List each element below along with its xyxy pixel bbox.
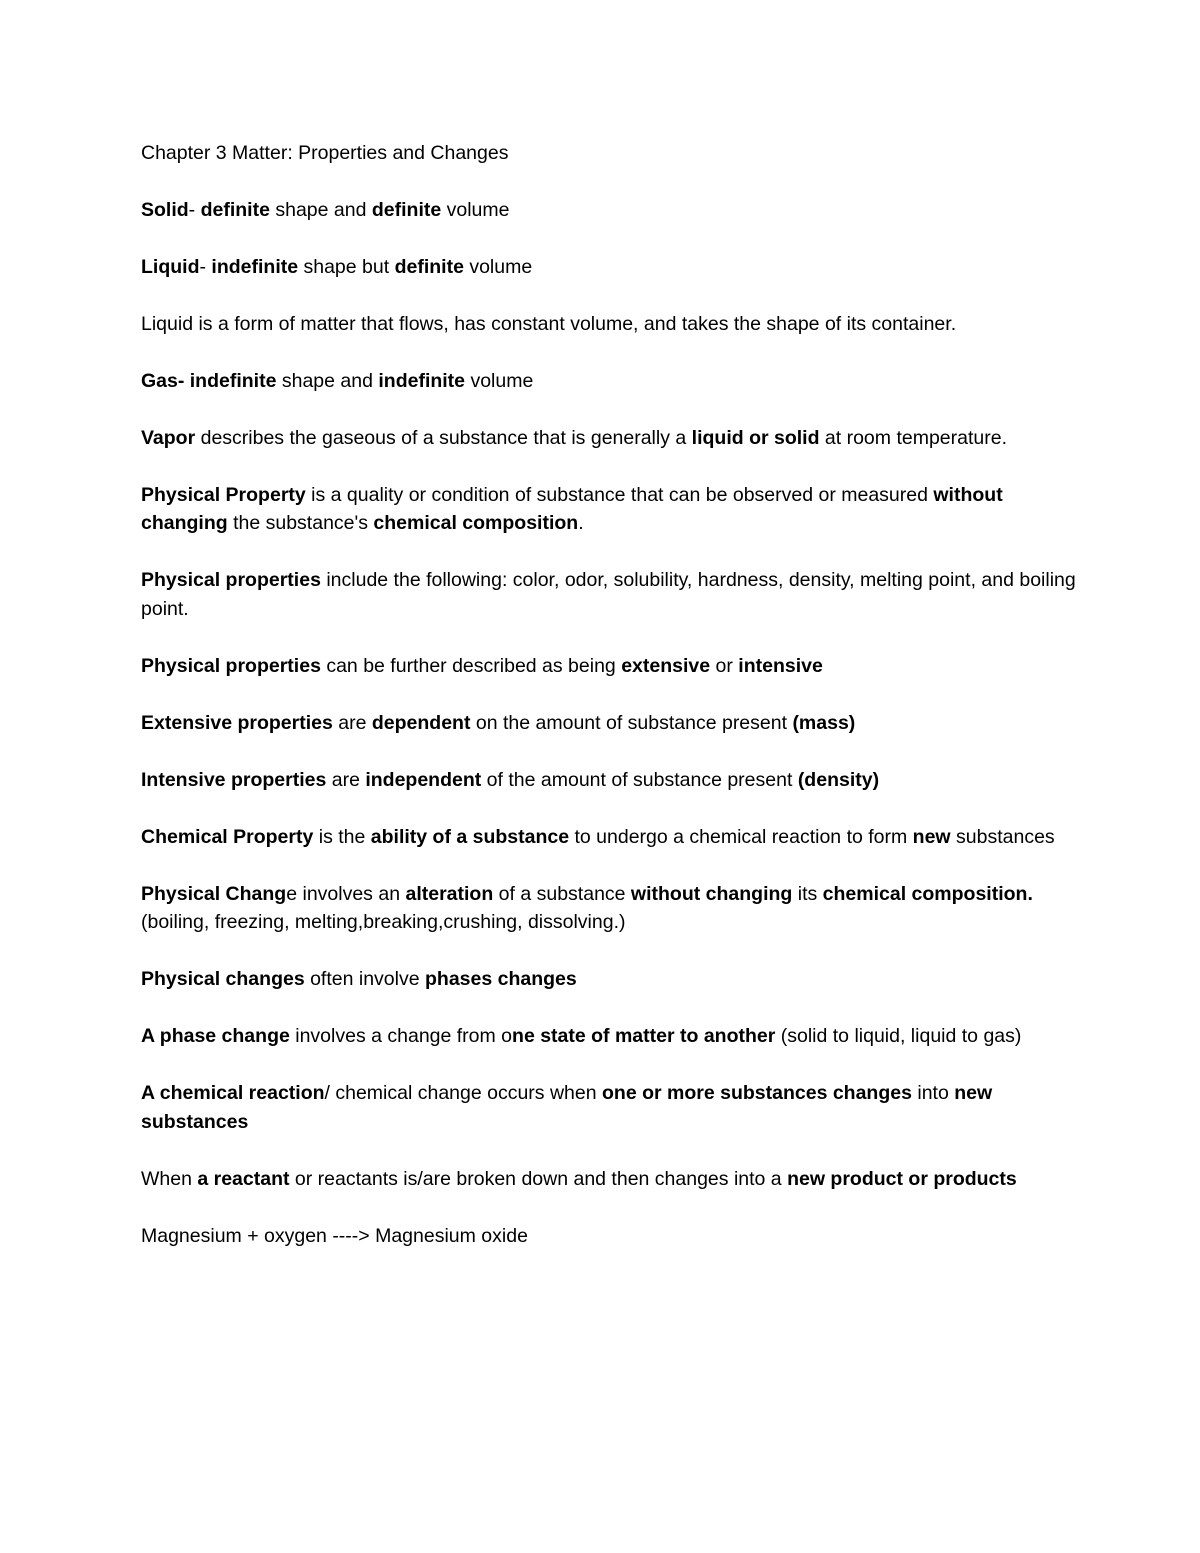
text-run: involves a change from o [289, 1025, 513, 1047]
bold-text-run: definite [394, 255, 464, 278]
paragraph [141, 652, 1081, 681]
text-run: its [792, 882, 823, 905]
text-run: shape but [298, 255, 395, 278]
bold-text-run: new substances [141, 1082, 993, 1133]
bold-text-run: new [912, 825, 951, 848]
text-run: (boiling, freezing, melting,breaking,crushing, dissolving.) [141, 911, 626, 933]
text-run: describes the gaseous of a substance that is generally a [195, 426, 692, 449]
bold-text-run: indefinite [378, 369, 466, 392]
text-run: e involves an [286, 882, 406, 905]
bold-text-run: phases changes [425, 968, 577, 990]
text-run: or [710, 654, 739, 677]
bold-text-run: Physical Property [141, 483, 306, 506]
text-run: or reactants is/are broken down and then changes into a [289, 1167, 788, 1190]
text-run: - [199, 255, 212, 278]
bold-text-run: A chemical reaction [141, 1082, 325, 1104]
paragraph [141, 880, 1081, 937]
bold-text-run: without changing [141, 483, 1003, 534]
bold-text-run: intensive [738, 654, 823, 677]
bold-text-run: Physical changes [141, 968, 305, 990]
bold-text-run: a reactant [197, 1167, 290, 1190]
bold-text-run: Extensive properties [141, 711, 333, 734]
text-run: on the amount of substance present [470, 711, 793, 734]
bold-text-run: indefinite [211, 255, 299, 278]
paragraph [141, 965, 1081, 994]
text-run: shape and [269, 198, 372, 221]
paragraph [141, 424, 1081, 453]
bold-text-run: independent [365, 768, 482, 791]
bold-text-run: Solid [141, 198, 189, 221]
text-run: Magnesium + oxygen ----> Magnesium oxide [141, 1224, 528, 1247]
bold-text-run: Physical properties [141, 569, 321, 591]
bold-text-run: ability of a substance [370, 825, 570, 848]
document-body [141, 196, 1081, 1251]
paragraph [141, 1022, 1081, 1051]
text-run: are [326, 768, 366, 791]
bold-text-run: (mass) [792, 711, 856, 734]
paragraph [141, 766, 1081, 795]
bold-text-run: A phase change [141, 1025, 290, 1047]
bold-text-run: liquid or solid [691, 426, 820, 449]
text-run: . [578, 512, 584, 534]
bold-text-run: definite [200, 198, 270, 221]
text-run: at room temperature. [819, 426, 1007, 449]
paragraph [141, 253, 1081, 282]
text-run: into [911, 1082, 955, 1104]
text-run: can be further described as being [320, 654, 622, 677]
text-run: the substance's [227, 512, 374, 534]
text-run: is the [313, 825, 371, 848]
text-run: shape and [276, 369, 379, 392]
paragraph [141, 1222, 1081, 1251]
bold-text-run: definite [371, 198, 442, 221]
bold-text-run: ne state of matter to another [512, 1025, 776, 1047]
bold-text-run: extensive [621, 654, 711, 677]
text-run: volume [441, 198, 510, 221]
paragraph [141, 709, 1081, 738]
text-run: are [332, 711, 372, 734]
text-run: is a quality or condition of substance that can be observed or measured [305, 483, 934, 506]
text-run: of a substance [493, 882, 631, 905]
text-run: (solid to liquid, liquid to gas) [775, 1025, 1022, 1047]
paragraph [141, 196, 1081, 225]
bold-text-run: Physical Chang [141, 882, 287, 905]
bold-text-run: without changing [630, 882, 793, 905]
text-run: Liquid is a form of matter that flows, has constant volume, and takes the shape of its container. [141, 312, 957, 335]
bold-text-run: Liquid [141, 255, 200, 278]
text-run: volume [463, 255, 533, 278]
text-run: volume [465, 369, 534, 392]
document-page [141, 139, 1081, 1279]
text-run: of the amount of substance present [481, 768, 798, 791]
paragraph [141, 1079, 1081, 1136]
bold-text-run: Gas- indefinite [141, 369, 277, 392]
paragraph [141, 481, 1081, 538]
text-run: When [141, 1167, 198, 1190]
bold-text-run: Vapor [141, 426, 196, 449]
bold-text-run: Intensive properties [141, 768, 327, 791]
paragraph [141, 367, 1081, 396]
text-run: - [188, 198, 201, 221]
bold-text-run: Chemical Property [141, 825, 314, 848]
bold-text-run: dependent [371, 711, 471, 734]
paragraph [141, 823, 1081, 852]
bold-text-run: chemical composition [373, 512, 579, 534]
paragraph [141, 1165, 1081, 1194]
bold-text-run: (density) [797, 768, 880, 791]
text-run: often involve [304, 968, 425, 990]
bold-text-run: new product or products [787, 1167, 1017, 1190]
text-run: include the following: color, odor, solubility, hardness, density, melting point, and boiling point. [141, 569, 1076, 620]
document-title: Chapter 3 Matter: Properties and Changes [141, 142, 509, 164]
bold-text-run: one or more substances changes [602, 1082, 912, 1104]
bold-text-run: chemical composition. [822, 882, 1033, 905]
bold-text-run: Physical properties [141, 654, 321, 677]
text-run: substances [950, 825, 1055, 848]
paragraph [141, 310, 1081, 339]
paragraph [141, 566, 1081, 623]
bold-text-run: alteration [405, 882, 494, 905]
text-run: / chemical change occurs when [324, 1082, 603, 1104]
text-run: to undergo a chemical reaction to form [569, 825, 913, 848]
